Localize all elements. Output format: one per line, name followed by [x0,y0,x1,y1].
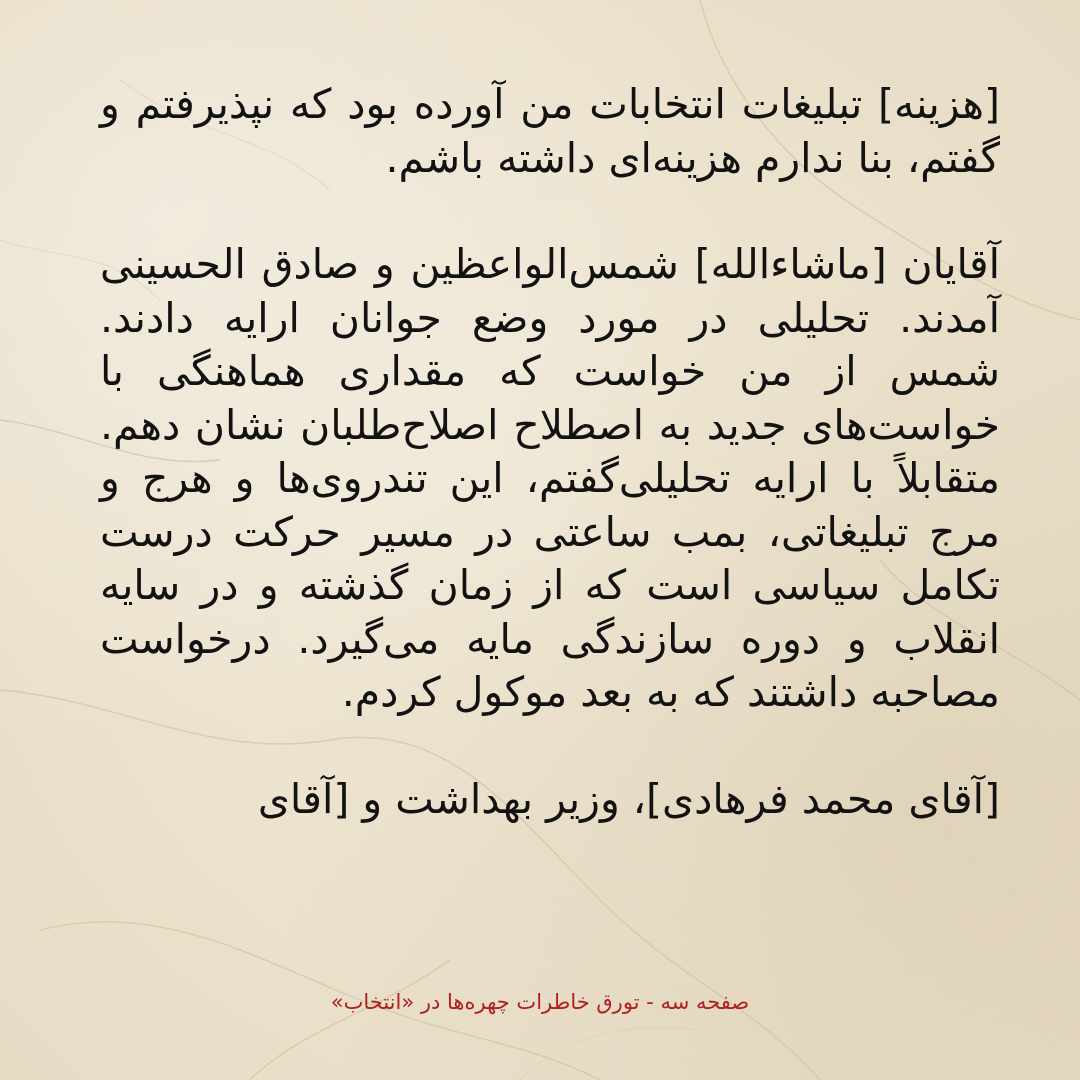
paragraph-farhadi: [آقای محمد فرهادی]، وزیر بهداشت و [آقای [257,774,1000,823]
paragraph-continuation: [هزینه] تبلیغات انتخابات من آورده بود که نپذیرفتم و گفتم، بنا ندارم هزینه‌ای داشته باشم. [100,80,1000,182]
paragraph-shams-sadegh: آقایان [ماشاءالله] شمس‌الواعظین و صادق الحسینی آمدند. تحلیلی در مورد وضع جوانان ارایه دادند. شمس از من خواست که مقداری هماهنگی با خواست‌های جدید به اصطلاح اصلاح‌طلبان نشان دهم. متقابلاً با ارایه تحلیلی‌گفتم، این تندروی‌ها و هرج و مرج تبلیغاتی، بمب ساعتی در مسیر حرکت درست تکامل سیاسی است که از زمان گذشته و در سایه انقلاب و دوره سازندگی مایه می‌گیرد. درخواست مصاحبه داشتند که به بعد موکول کردم. [100,240,1000,716]
page-footer-caption: صفحه سه - تورق خاطرات چهره‌ها در «انتخاب» [330,990,750,1014]
memoir-page [100,78,1000,826]
